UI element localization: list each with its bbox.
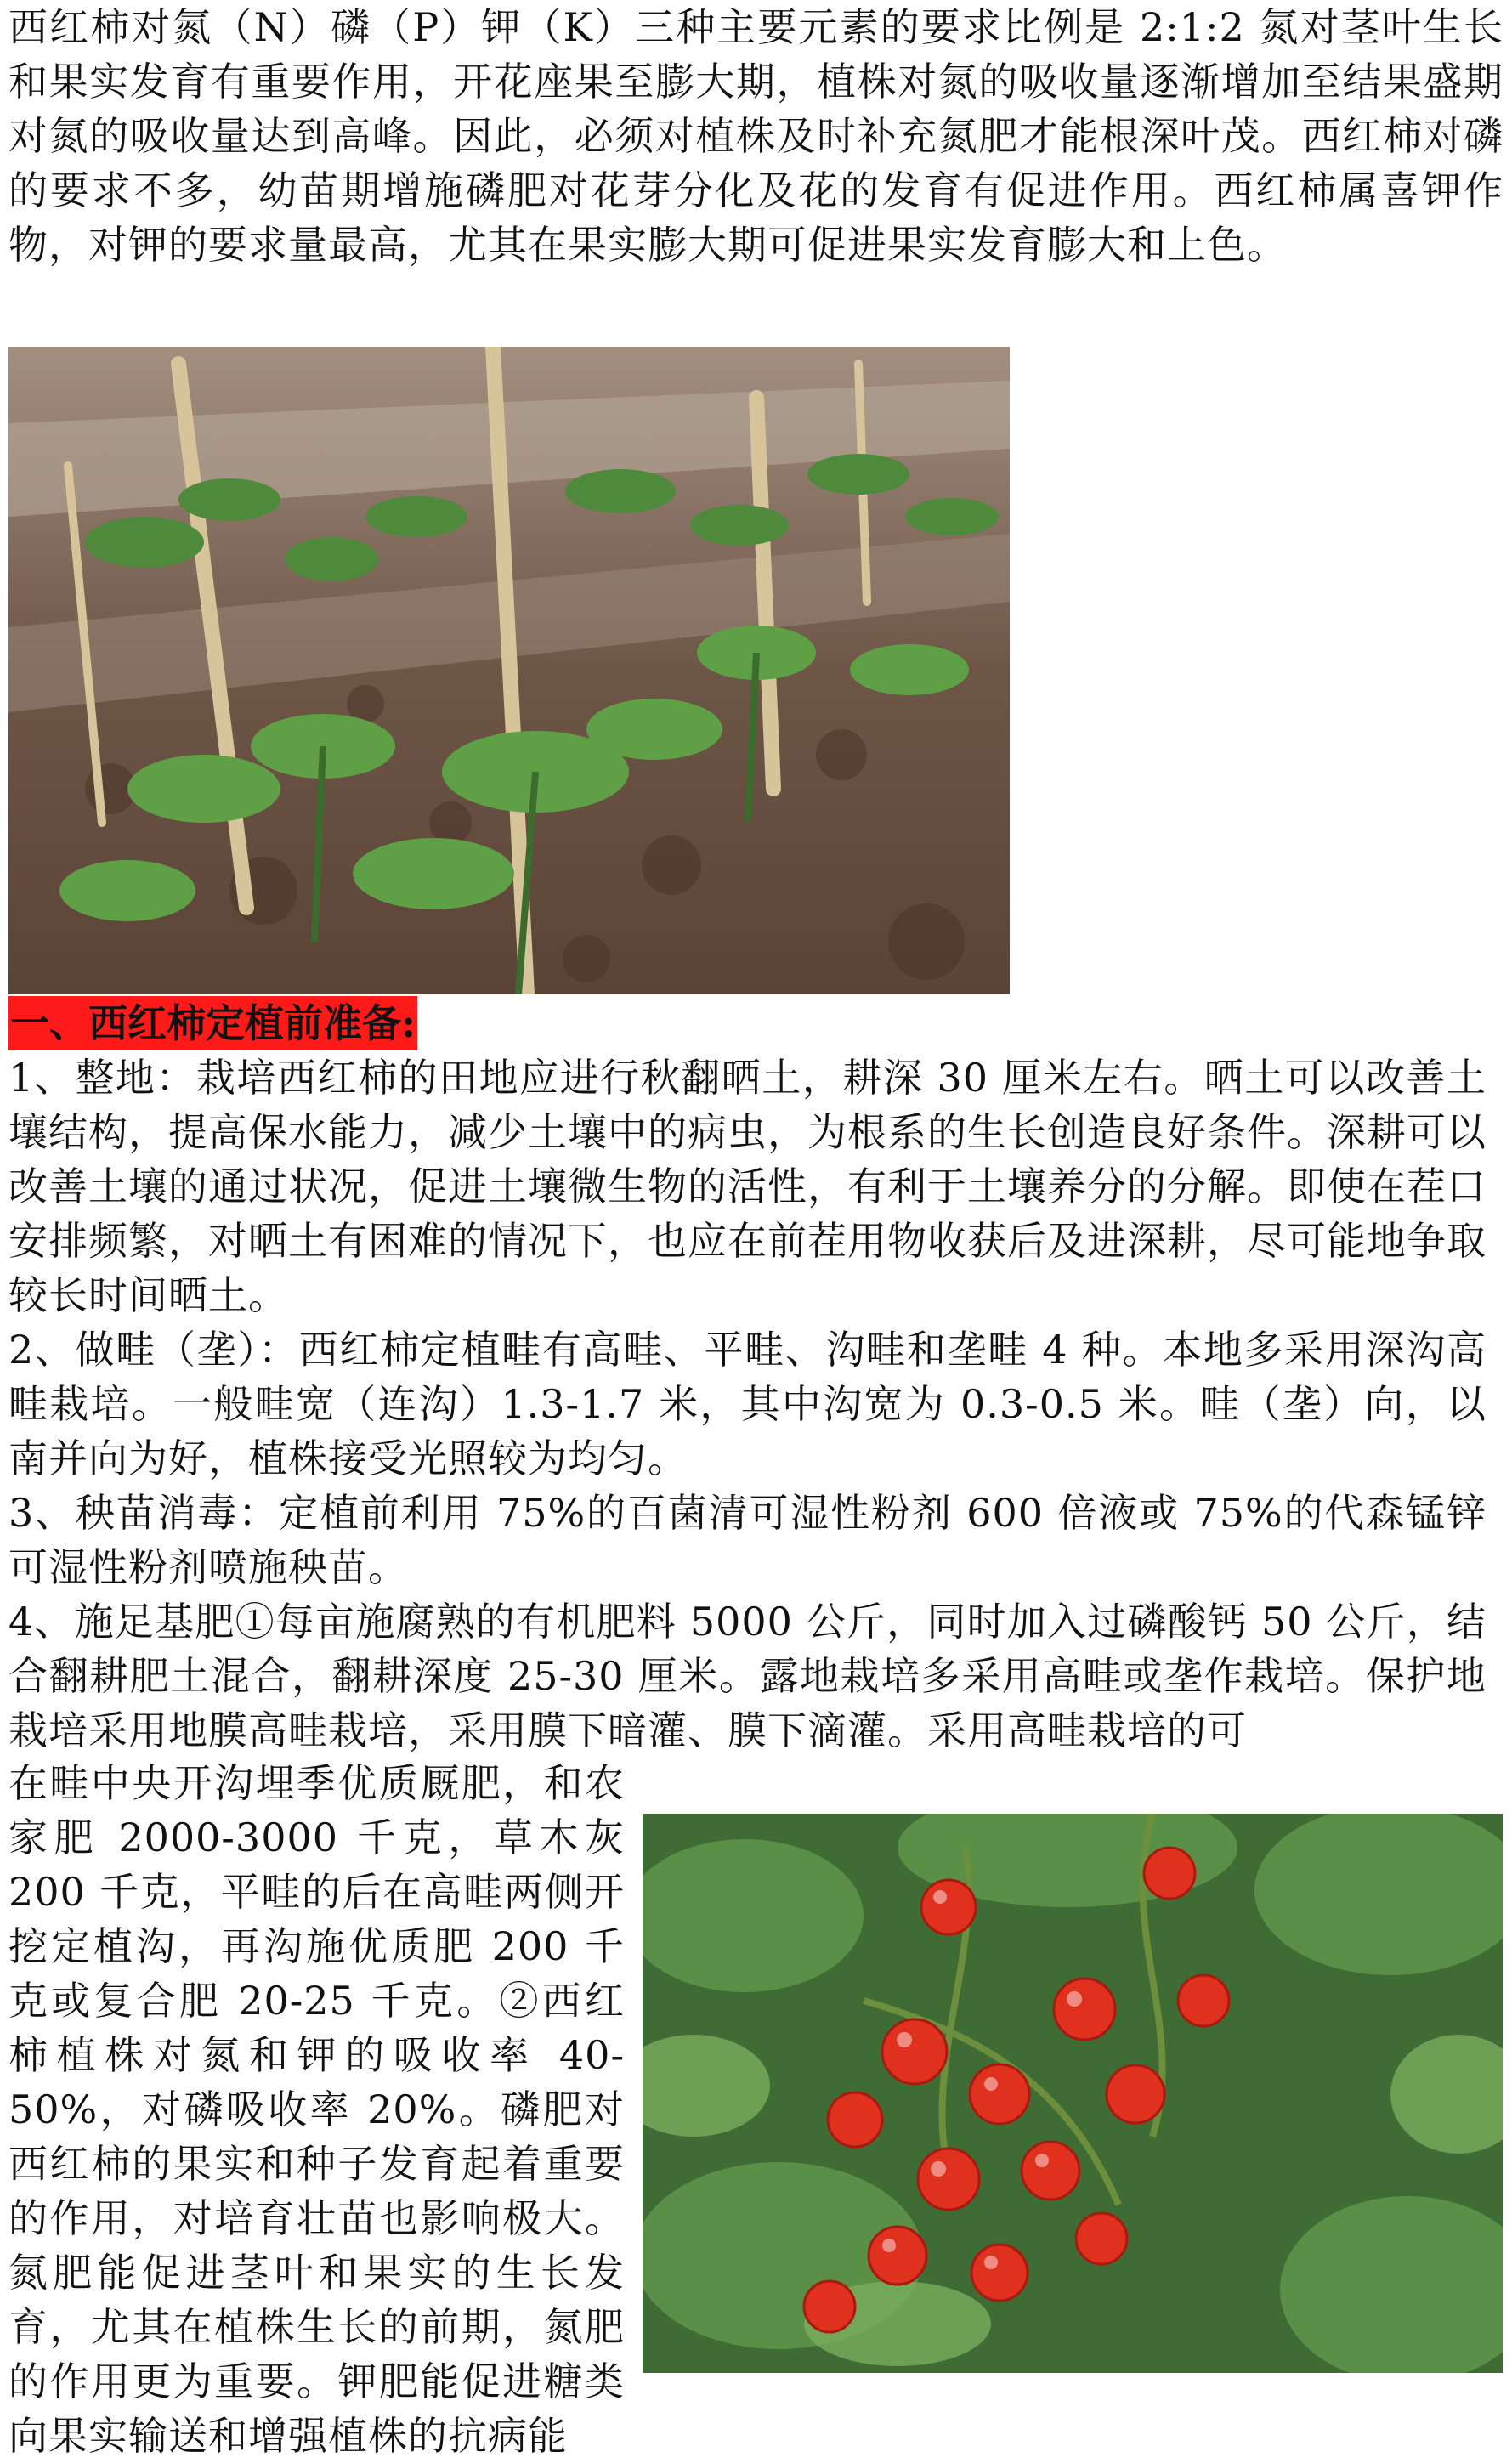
intro-paragraph: 西红柿对氮（N）磷（P）钾（K）三种主要元素的要求比例是 2:1:2 氮对茎叶生长和果实发育有重要作用，开花座果至膨大期，植株对氮的吸收量逐渐增加至结果盛期对氮的吸收量达到高峰。因此，必须对植株及时补充氮肥才能根深叶茂。西红柿对磷的要求不多，幼苗期增施磷肥对花芽分化及花的发育有促进作用。西红柿属喜钾作物，对钾的要求量最高，尤其在果实膨大期可促进果实发育膨大和上色。 <box>8 4 1504 268</box>
item4-wrapped-text: 在畦中央开沟埋季优质厩肥，和农家肥 2000-3000 千克，草木灰 200 千克，平畦的后在高畦两侧开挖定植沟，再沟施优质肥 200 千克或复合肥 20-25 千克。②西红柿植株对氮和钾的吸收率 40-50%，对磷吸收率 20%。磷肥对西红柿的果实和种子发育起着重要的作用，对培育壮苗也影响极大。氮肥能促进茎叶和果实的生长发育，尤其在植株生长的前期，氮肥的作用更为重要。钾肥能促进糖类向果实输送和增强植株的抗病能 <box>8 1760 625 2459</box>
cherry-tomato-photo <box>643 1814 1503 2373</box>
list-item: 2、做畦（垄）：西红柿定植畦有高畦、平畦、沟畦和垄畦 4 种。本地多采用深沟高畦栽培。一般畦宽（连沟）1.3-1.7 米，其中沟宽为 0.3-0.5 米。畦（垄）向，以南并向为好，植株接受光照较为均匀。 <box>8 1327 1487 1481</box>
list-item: 3、秧苗消毒：定植前利用 75%的百菌清可湿性粉剂 600 倍液或 75%的代森锰锌可湿性粉剂喷施秧苗。 <box>8 1490 1487 1590</box>
list-item: 1、整地：栽培西红柿的田地应进行秋翻晒土，耕深 30 厘米左右。晒土可以改善土壤结构，提高保水能力，减少土壤中的病虫，为根系的生长创造良好条件。深耕可以改善土壤的通过状况，促进土壤微生物的活性，有利于土壤养分的分解。即使在茬口安排频繁，对晒土有困难的情况下，也应在前茬用物收获后及进深耕，尽可能地争取较长时间晒土。 <box>8 1055 1487 1318</box>
section-heading: 一、西红柿定植前准备: <box>8 996 417 1050</box>
list-item: 4、施足基肥①每亩施腐熟的有机肥料 5000 公斤，同时加入过磷酸钙 50 公斤，结合翻耕肥土混合，翻耕深度 25-30 厘米。露地栽培多采用高畦或垄作栽培。保护地栽培采用地膜高畦栽培，采用膜下暗灌、膜下滴灌。采用高畦栽培的可 <box>8 1599 1487 1753</box>
items-list <box>0 1050 1495 1758</box>
tomato-seedlings-photo <box>8 347 1010 994</box>
